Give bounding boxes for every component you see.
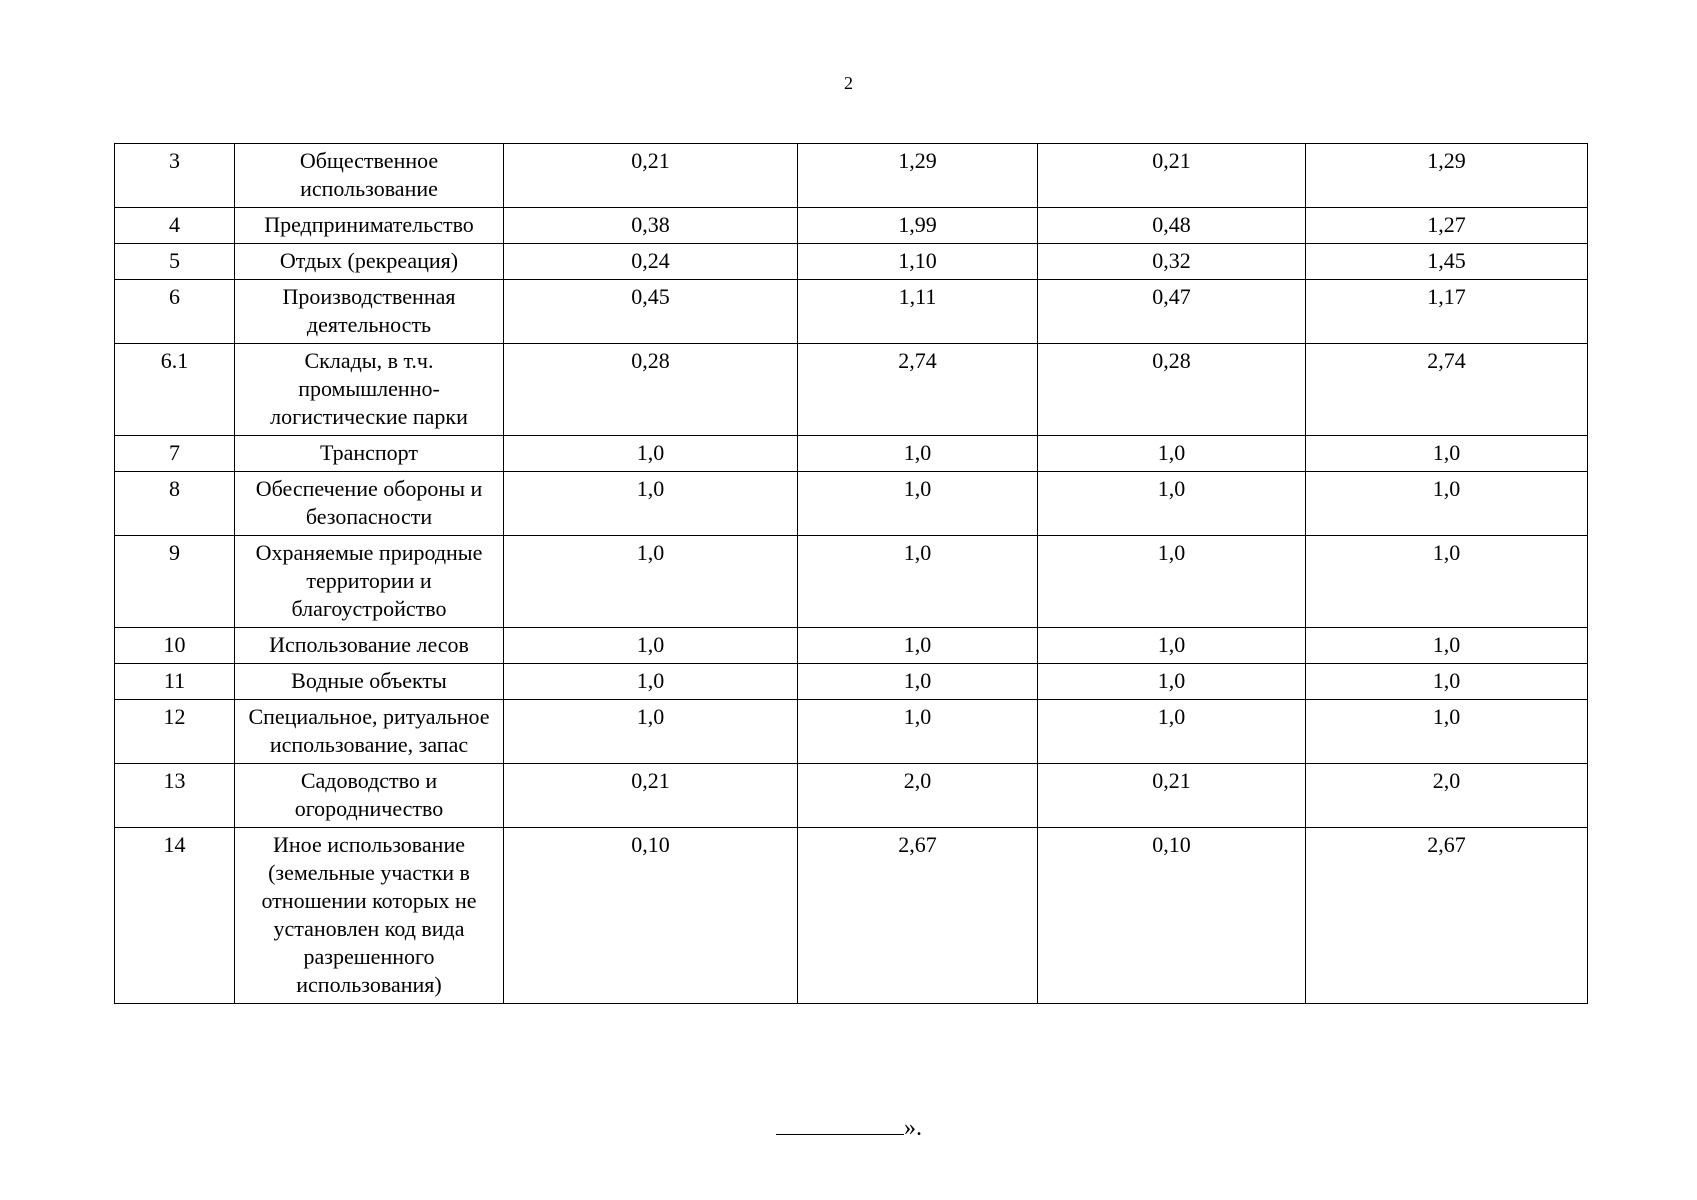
value-cell: 1,0 [1306, 472, 1588, 536]
value-cell: 0,45 [504, 280, 798, 344]
value-cell: 0,32 [1038, 244, 1306, 280]
land-use-type: Иное использование (земельные участки в отношении которых не установлен код вида разрешенного использования) [235, 828, 504, 1004]
land-use-type: Общественное использование [235, 144, 504, 208]
table-row [115, 700, 1588, 764]
land-use-type: Охраняемые природные территории и благоустройство [235, 536, 504, 628]
value-cell: 1,0 [1038, 664, 1306, 700]
land-use-type: Производственная деятельность [235, 280, 504, 344]
value-cell: 2,74 [1306, 344, 1588, 436]
value-cell: 0,28 [1038, 344, 1306, 436]
land-use-type: Водные объекты [235, 664, 504, 700]
value-cell: 1,0 [504, 700, 798, 764]
row-number: 13 [115, 764, 235, 828]
table-row [115, 244, 1588, 280]
coefficients-table [114, 143, 1588, 1004]
table-row [115, 144, 1588, 208]
table-row [115, 280, 1588, 344]
row-number: 4 [115, 208, 235, 244]
value-cell: 1,0 [1306, 436, 1588, 472]
row-number: 12 [115, 700, 235, 764]
value-cell: 1,17 [1306, 280, 1588, 344]
value-cell: 1,0 [1306, 628, 1588, 664]
land-use-type: Транспорт [235, 436, 504, 472]
table-row [115, 208, 1588, 244]
value-cell: 2,74 [798, 344, 1038, 436]
table-row [115, 664, 1588, 700]
value-cell: 1,0 [1038, 700, 1306, 764]
closing-quote: ». [904, 1115, 922, 1141]
value-cell: 1,0 [1038, 628, 1306, 664]
row-number: 14 [115, 828, 235, 1004]
land-use-type: Предпринимательство [235, 208, 504, 244]
value-cell: 1,0 [504, 472, 798, 536]
value-cell: 1,11 [798, 280, 1038, 344]
value-cell: 2,0 [798, 764, 1038, 828]
value-cell: 1,0 [1306, 536, 1588, 628]
row-number: 5 [115, 244, 235, 280]
land-use-type: Специальное, ритуальное использование, запас [235, 700, 504, 764]
row-number: 9 [115, 536, 235, 628]
value-cell: 0,28 [504, 344, 798, 436]
value-cell: 0,21 [504, 144, 798, 208]
row-number: 11 [115, 664, 235, 700]
blank-underline [776, 1112, 904, 1135]
table-row [115, 436, 1588, 472]
land-use-type: Садоводство и огородничество [235, 764, 504, 828]
value-cell: 1,0 [1306, 700, 1588, 764]
value-cell: 1,0 [798, 436, 1038, 472]
row-number: 8 [115, 472, 235, 536]
value-cell: 0,21 [504, 764, 798, 828]
value-cell: 1,0 [798, 536, 1038, 628]
row-number: 10 [115, 628, 235, 664]
value-cell: 1,27 [1306, 208, 1588, 244]
value-cell: 0,48 [1038, 208, 1306, 244]
value-cell: 1,0 [504, 664, 798, 700]
value-cell: 1,0 [798, 664, 1038, 700]
value-cell: 1,0 [504, 628, 798, 664]
value-cell: 1,0 [1038, 472, 1306, 536]
value-cell: 1,0 [1306, 664, 1588, 700]
row-number: 6 [115, 280, 235, 344]
value-cell: 1,0 [798, 628, 1038, 664]
land-use-type: Использование лесов [235, 628, 504, 664]
value-cell: 1,29 [1306, 144, 1588, 208]
value-cell: 2,67 [1306, 828, 1588, 1004]
value-cell: 0,47 [1038, 280, 1306, 344]
land-use-type: Обеспечение обороны и безопасности [235, 472, 504, 536]
value-cell: 0,10 [504, 828, 798, 1004]
land-use-type: Отдых (рекреация) [235, 244, 504, 280]
value-cell: 1,10 [798, 244, 1038, 280]
value-cell: 1,0 [798, 472, 1038, 536]
table-row [115, 536, 1588, 628]
value-cell: 1,0 [1038, 436, 1306, 472]
value-cell: 1,0 [1038, 536, 1306, 628]
value-cell: 2,0 [1306, 764, 1588, 828]
value-cell: 2,67 [798, 828, 1038, 1004]
value-cell: 1,0 [504, 436, 798, 472]
land-use-type: Склады, в т.ч. промышленно-логистические парки [235, 344, 504, 436]
page-number: 2 [844, 73, 853, 93]
value-cell: 1,29 [798, 144, 1038, 208]
value-cell: 1,45 [1306, 244, 1588, 280]
table-row [115, 344, 1588, 436]
closing-mark [776, 1112, 922, 1143]
row-number: 7 [115, 436, 235, 472]
row-number: 6.1 [115, 344, 235, 436]
table-row [115, 628, 1588, 664]
table-row [115, 764, 1588, 828]
row-number: 3 [115, 144, 235, 208]
value-cell: 0,24 [504, 244, 798, 280]
table-row [115, 828, 1588, 1004]
value-cell: 1,0 [798, 700, 1038, 764]
value-cell: 0,10 [1038, 828, 1306, 1004]
value-cell: 0,21 [1038, 144, 1306, 208]
value-cell: 0,38 [504, 208, 798, 244]
value-cell: 1,99 [798, 208, 1038, 244]
value-cell: 1,0 [504, 536, 798, 628]
value-cell: 0,21 [1038, 764, 1306, 828]
table-row [115, 472, 1588, 536]
